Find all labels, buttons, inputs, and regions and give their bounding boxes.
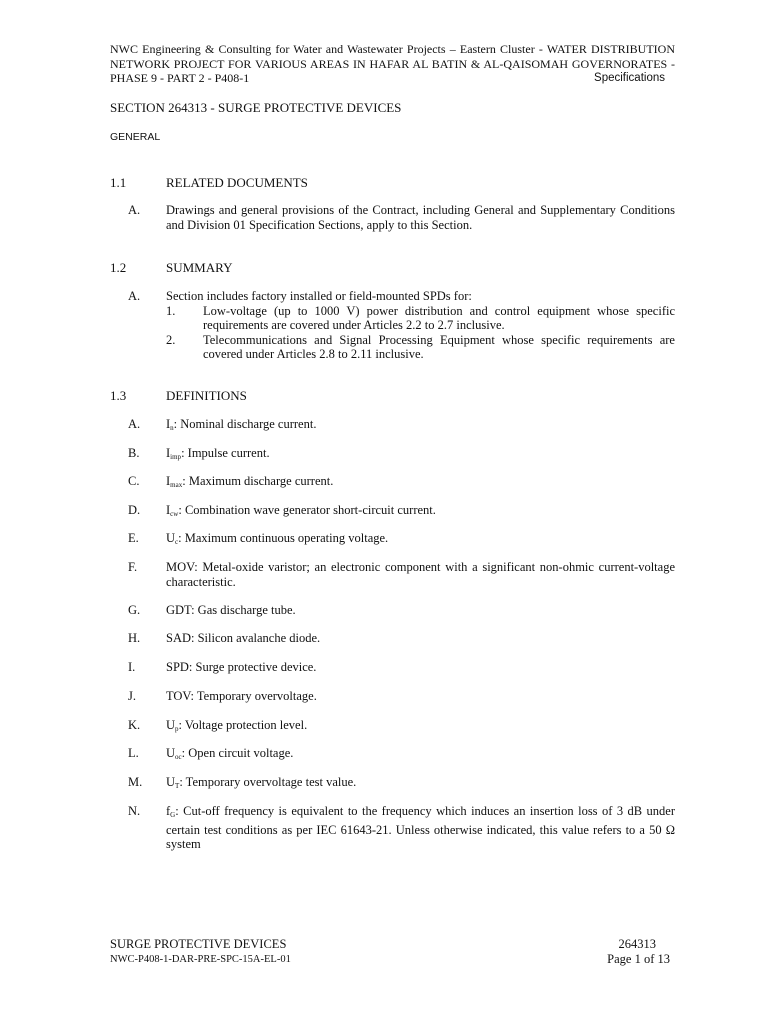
definition-text: : Maximum discharge current. — [182, 474, 334, 488]
definition-m — [128, 775, 675, 794]
definition-f — [128, 560, 675, 589]
item-text — [166, 804, 675, 852]
subitem-text: Telecommunications and Signal Processing Equipment whose specific requirements are covered under Articles 2.8 to 2.11 inclusive. — [203, 332, 675, 361]
item-letter: A. — [128, 203, 141, 217]
item-letter: I. — [128, 660, 136, 674]
definition-j — [128, 689, 675, 704]
symbol: I — [166, 503, 171, 517]
header-line-2: NETWORK PROJECT FOR VARIOUS AREAS IN HAFAR AL BATIN & AL-QAISOMAH GOVERNORATES - — [110, 56, 675, 71]
item-text — [166, 446, 675, 465]
item-text — [166, 503, 675, 522]
item-letter: K. — [128, 718, 141, 732]
item-text: SAD: Silicon avalanche diode. — [166, 631, 321, 645]
footer-section-number: 264313 — [618, 937, 656, 951]
article-1-1 — [110, 175, 308, 191]
item-text: TOV: Temporary overvoltage. — [166, 689, 317, 703]
definition-text: : Nominal discharge current. — [173, 417, 317, 431]
header-specifications: Specifications — [594, 72, 665, 84]
subitem-number: 1. — [166, 303, 176, 318]
article-1-3 — [110, 388, 247, 404]
definition-c — [128, 474, 675, 493]
subitem-number: 2. — [166, 332, 176, 347]
item-letter: F. — [128, 560, 138, 574]
symbol: I — [166, 474, 171, 488]
part-general-heading: GENERAL — [110, 131, 161, 143]
item-letter: L. — [128, 746, 139, 760]
symbol: I — [166, 417, 171, 431]
definition-text: : Temporary overvoltage test value. — [179, 775, 357, 789]
definition-text: : Impulse current. — [181, 446, 270, 460]
header-line-1: NWC Engineering & Consulting for Water and Wastewater Projects – Eastern Cluster - WATER DISTRIBUTION — [110, 42, 675, 56]
item-letter: C. — [128, 474, 140, 488]
item-letter: N. — [128, 804, 141, 818]
item-letter: A. — [128, 289, 141, 303]
page-header — [110, 42, 675, 86]
item-text — [166, 531, 675, 550]
definition-g — [128, 603, 675, 618]
subscript: n — [170, 424, 174, 432]
summary-subitem-1 — [166, 304, 675, 333]
article-1-2 — [110, 260, 232, 276]
item-letter: H. — [128, 631, 141, 645]
definition-a — [128, 417, 675, 436]
subscript: max — [170, 481, 183, 489]
symbol: f — [166, 804, 171, 818]
item-text — [166, 746, 675, 765]
definition-i — [128, 660, 675, 675]
article-title: DEFINITIONS — [166, 388, 247, 403]
item-text — [166, 718, 675, 737]
symbol: U — [166, 531, 176, 545]
item-text — [166, 417, 675, 436]
item-text: MOV: Metal-oxide varistor; an electronic component with a significant non-ohmic current-voltage characteristic. — [166, 560, 675, 589]
definition-b — [128, 446, 675, 465]
item-letter: M. — [128, 775, 143, 789]
article-title: RELATED DOCUMENTS — [166, 175, 308, 190]
item-text: Drawings and general provisions of the Contract, including General and Supplementary Conditions and Division 01 Specification Sections, apply to this Section. — [166, 203, 675, 232]
symbol: U — [166, 718, 176, 732]
subscript: G — [170, 811, 176, 819]
item-letter: A. — [128, 417, 141, 431]
header-line-3 — [110, 71, 675, 86]
definition-text: : Cut-off frequency is equivalent to the frequency which induces an insertion loss of 3 dB under certain test conditions as per IEC 61643-21. Unless otherwise indicated, this value refers to a 50 Ω system — [166, 804, 675, 851]
definition-text: : Combination wave generator short-circuit current. — [178, 503, 436, 517]
summary-subitem-2 — [166, 333, 675, 362]
definition-h — [128, 631, 675, 646]
related-item-a — [128, 203, 675, 232]
article-number: 1.2 — [110, 260, 127, 275]
definition-d — [128, 503, 675, 522]
symbol: I — [166, 446, 171, 460]
subscript: cw — [170, 510, 179, 518]
article-number: 1.1 — [110, 175, 127, 190]
definition-text: : Maximum continuous operating voltage. — [178, 531, 389, 545]
definition-l — [128, 746, 675, 765]
item-text — [166, 775, 675, 794]
subitem-text: Low-voltage (up to 1000 V) power distribution and control equipment whose specific requirements are covered under Articles 2.2 to 2.7 inclusive. — [203, 303, 675, 332]
definition-text: : Voltage protection level. — [178, 718, 308, 732]
item-letter: G. — [128, 603, 141, 617]
subscript: p — [175, 725, 179, 733]
definition-text: : Open circuit voltage. — [181, 746, 294, 760]
subscript: c — [175, 538, 179, 546]
footer-row-2 — [110, 952, 670, 967]
item-text: GDT: Gas discharge tube. — [166, 603, 296, 617]
footer-page-number: Page 1 of 13 — [607, 952, 670, 966]
subscript: T — [175, 782, 180, 790]
item-text: SPD: Surge protective device. — [166, 660, 317, 674]
item-letter: J. — [128, 689, 136, 703]
symbol: U — [166, 775, 176, 789]
symbol: U — [166, 746, 176, 760]
footer-doc-code: NWC-P408-1-DAR-PRE-SPC-15A-EL-01 — [110, 954, 291, 965]
footer-row-1 — [110, 937, 670, 952]
section-title: SECTION 264313 - SURGE PROTECTIVE DEVICES — [110, 100, 402, 115]
definition-n — [128, 804, 675, 852]
article-number: 1.3 — [110, 388, 127, 403]
item-text — [166, 474, 675, 493]
article-title: SUMMARY — [166, 260, 233, 275]
definition-e — [128, 531, 675, 550]
definition-k — [128, 718, 675, 737]
header-phase: PHASE 9 - PART 2 - P408-1 — [110, 71, 250, 85]
subscript: imp — [170, 453, 182, 461]
item-letter: B. — [128, 446, 140, 460]
item-letter: D. — [128, 503, 141, 517]
item-letter: E. — [128, 531, 139, 545]
summary-item-a — [128, 289, 675, 362]
footer-title: SURGE PROTECTIVE DEVICES — [110, 937, 287, 951]
page-footer — [110, 937, 670, 967]
item-text: Section includes factory installed or field-mounted SPDs for: — [166, 289, 472, 303]
subscript: oc — [175, 753, 182, 761]
